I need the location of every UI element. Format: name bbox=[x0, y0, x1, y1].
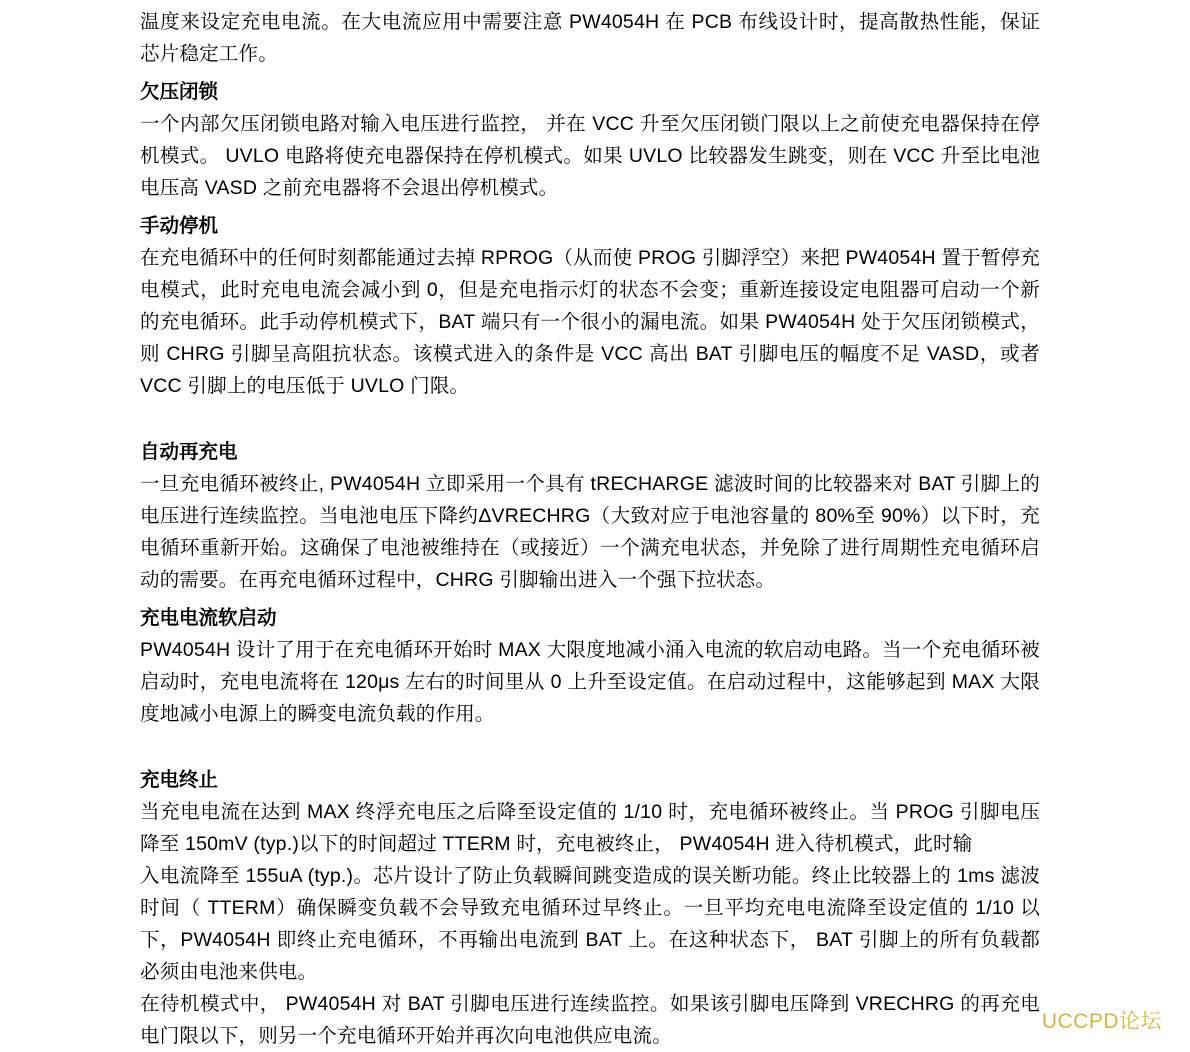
paragraph-charge-termination-1: 当充电电流在达到 MAX 终浮充电压之后降至设定值的 1/10 时，充电循环被终止。当 PROG 引脚电压降至 150mV (typ.)以下的时间超过 TTERM 时，充电被终止， PW4054H 进入待机模式，此时输 bbox=[140, 801, 1040, 855]
heading-undervoltage-lockout: 欠压闭锁 bbox=[140, 81, 219, 103]
paragraph-auto-recharge: 一旦充电循环被终止, PW4054H 立即采用一个具有 tRECHARGE 滤波时间的比较器来对 BAT 引脚上的电压进行连续监控。当电池电压下降约ΔVRECHRG（大致对应于电池容量的 80%至 90%）以下时，充电循环重新开始。这确保了电池被维持在（或接近）一个满充电状态，并免除了进行周期性充电循环启动的需要。在再充电循环过程中，CHRG 引脚输出进入一个强下拉状态。 bbox=[140, 473, 1040, 591]
paragraph-soft-start: PW4054H 设计了用于在充电循环开始时 MAX 大限度地减小涌入电流的软启动电路。当一个充电循环被启动时，充电电流将在 120μs 左右的时间里从 0 上升至设定值。在启动过程中，这能够起到 MAX 大限度地减小电源上的瞬变电流负载的作用。 bbox=[140, 639, 1040, 725]
watermark-text: UCCPD论坛 bbox=[1041, 1010, 1162, 1033]
heading-auto-recharge: 自动再充电 bbox=[140, 441, 238, 463]
paragraph-standby-mode: 在待机模式中， PW4054H 对 BAT 引脚电压进行连续监控。如果该引脚电压降到 VRECHRG 的再充电电门限以下，则另一个充电循环开始并再次向电池供应电流。 bbox=[140, 993, 1040, 1047]
heading-charge-termination: 充电终止 bbox=[140, 769, 219, 791]
heading-soft-start: 充电电流软启动 bbox=[140, 607, 277, 629]
heading-manual-shutdown: 手动停机 bbox=[140, 215, 219, 237]
paragraph-charge-termination-2: 入电流降至 155uA (typ.)。芯片设计了防止负载瞬间跳变造成的误关断功能。终止比较器上的 1ms 滤波时间（ TTERM）确保瞬变负载不会导致充电循环过早终止。一旦平均充电电流降至设定值的 1/10 以下，PW4054H 即终止充电循环，不再输出电流到 BAT 上。在这种状态下， BAT 引脚上的所有负载都必须由电池来供电。 bbox=[140, 865, 1040, 983]
paragraph-undervoltage-lockout: 一个内部欠压闭锁电路对输入电压进行监控， 并在 VCC 升至欠压闭锁门限以上之前使充电器保持在停机模式。 UVLO 电路将使充电器保持在停机模式。如果 UVLO 比较器发生跳变，则在 VCC 升至比电池电压高 VASD 之前充电器将不会退出停机模式。 bbox=[140, 113, 1040, 199]
paragraph-thermal-continuation: 温度来设定充电电流。在大电流应用中需要注意 PW4054H 在 PCB 布线设计时，提高散热性能，保证芯片稳定工作。 bbox=[140, 11, 1040, 65]
spacer bbox=[140, 730, 1040, 764]
spacer bbox=[140, 402, 1040, 436]
paragraph-manual-shutdown: 在充电循环中的任何时刻都能通过去掉 RPROG（从而使 PROG 引脚浮空）来把 PW4054H 置于暂停充电模式，此时充电电流会减小到 0，但是充电指示灯的状态不会变；重新连接设定电阻器可启动一个新的充电循环。此手动停机模式下，BAT 端只有一个很小的漏电流。如果 PW4054H 处于欠压闭锁模式，则 CHRG 引脚呈高阻抗状态。该模式进入的条件是 VCC 高出 BAT 引脚电压的幅度不足 VASD，或者 VCC 引脚上的电压低于 UVLO 门限。 bbox=[140, 247, 1040, 397]
